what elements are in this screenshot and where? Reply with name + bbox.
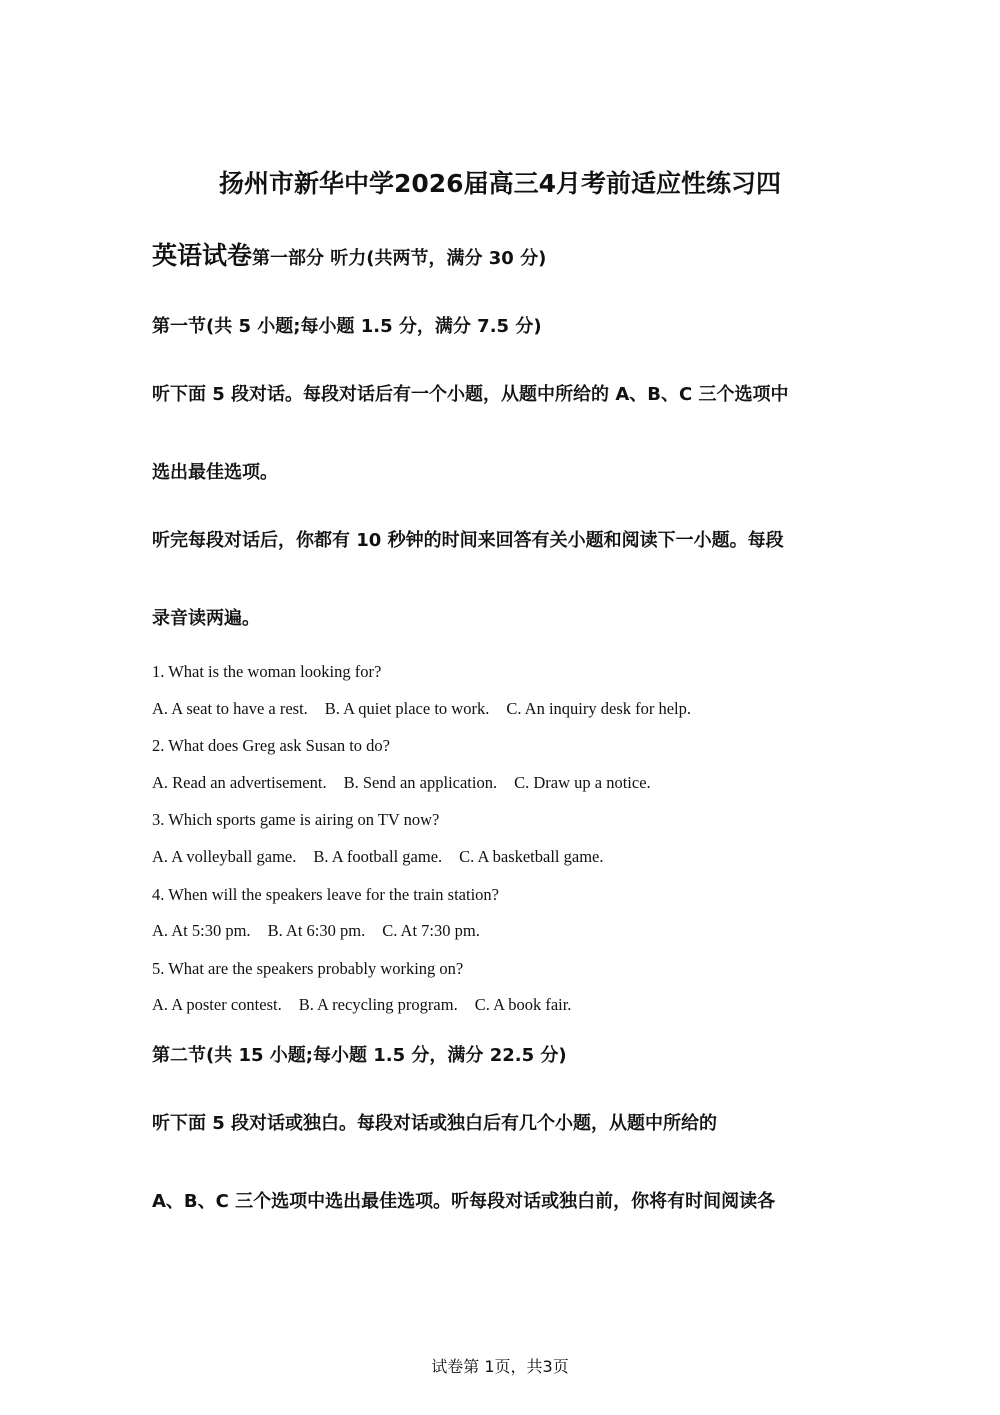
question-stem: 4. When will the speakers leave for the train station? (152, 885, 499, 904)
question-stem: 1. What is the woman looking for? (152, 662, 382, 681)
section-two-heading: 第二节(共 15 小题;每小题 1.5 分，满分 22.5 分) (152, 1045, 567, 1066)
question-options (152, 698, 691, 720)
option-a: A. A poster contest. (152, 995, 282, 1014)
option-c: C. An inquiry desk for help. (506, 699, 692, 718)
option-b: B. A recycling program. (298, 995, 458, 1014)
option-b: B. A football game. (313, 847, 443, 866)
option-a: A. Read an advertisement. (152, 773, 327, 792)
question-options (152, 920, 480, 942)
option-a: A. A seat to have a rest. (152, 699, 308, 718)
question-options (152, 994, 571, 1016)
option-c: C. A basketball game. (459, 847, 604, 866)
question-stem: 3. Which sports game is airing on TV now? (152, 810, 440, 829)
page-footer: 试卷第 1页，共3页 (431, 1357, 569, 1376)
part-one-heading: 第一部分 听力(共两节，满分 30 分) (252, 248, 547, 269)
subject-line (152, 238, 546, 277)
exam-title: 扬州市新华中学2026届高三4月考前适应性练习四 (219, 169, 781, 198)
question-stem: 2. What does Greg ask Susan to do? (152, 736, 390, 755)
question-options (152, 772, 651, 794)
option-c: C. A book fair. (474, 995, 572, 1014)
section-one-instruction-line-4: 录音读两遍。 (152, 608, 260, 629)
question-stem: 5. What are the speakers probably working on? (152, 959, 464, 978)
section-one-instruction-line-1: 听下面 5 段对话。每段对话后有一个小题，从题中所给的 A、B、C 三个选项中 (152, 384, 789, 405)
option-a: A. At 5:30 pm. (152, 921, 251, 940)
option-b: B. At 6:30 pm. (267, 921, 366, 940)
option-c: C. Draw up a notice. (514, 773, 651, 792)
section-one-instruction-line-3: 听完每段对话后，你都有 10 秒钟的时间来回答有关小题和阅读下一小题。每段 (152, 530, 784, 551)
option-b: B. Send an application. (343, 773, 498, 792)
option-b: B. A quiet place to work. (324, 699, 490, 718)
section-two-instruction-line-1: 听下面 5 段对话或独白。每段对话或独白后有几个小题，从题中所给的 (152, 1113, 718, 1134)
option-a: A. A volleyball game. (152, 847, 297, 866)
option-c: C. At 7:30 pm. (382, 921, 480, 940)
section-two-instruction-line-2: A、B、C 三个选项中选出最佳选项。听每段对话或独白前，你将有时间阅读各 (152, 1191, 776, 1212)
section-one-instruction-line-2: 选出最佳选项。 (152, 462, 278, 483)
question-options (152, 846, 604, 868)
section-one-heading: 第一节(共 5 小题;每小题 1.5 分，满分 7.5 分) (152, 316, 542, 337)
subject-label: 英语试卷 (152, 241, 253, 270)
